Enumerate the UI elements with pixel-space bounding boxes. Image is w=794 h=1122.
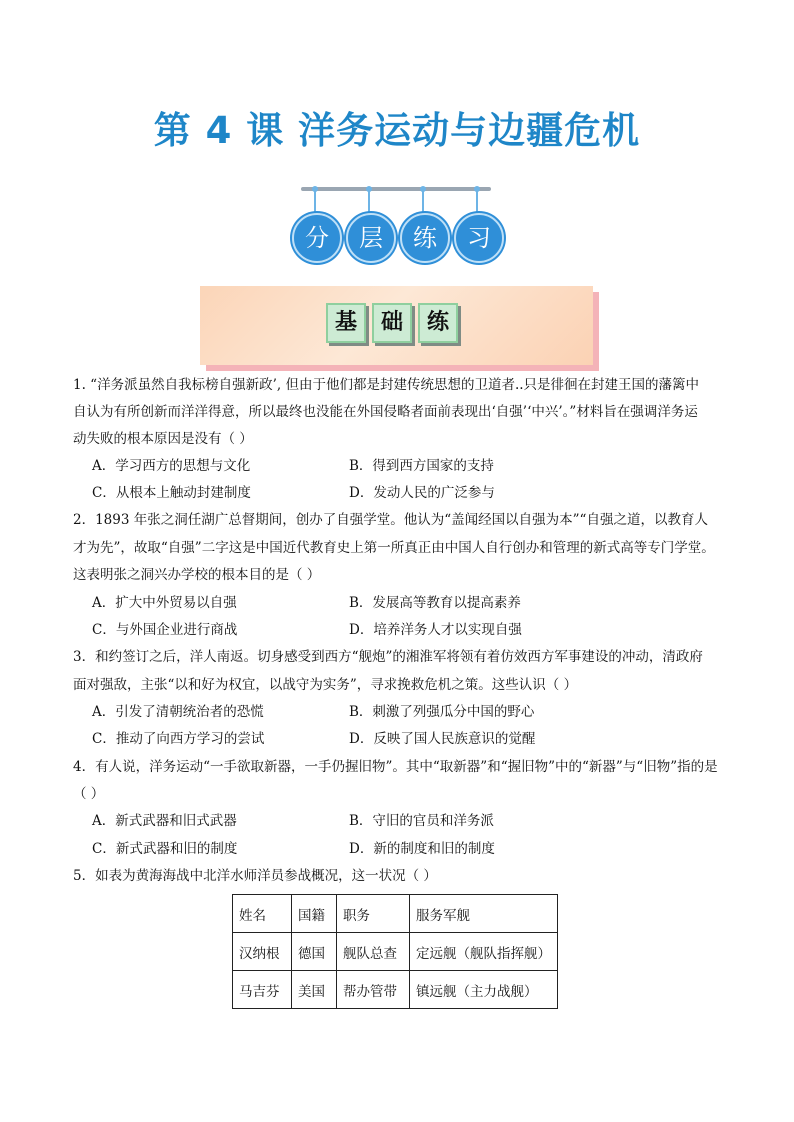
table-cell: 定远舰（舰队指挥舰） bbox=[410, 933, 558, 971]
table-cell: 帮办管带 bbox=[337, 971, 410, 1009]
question-2-line-3: 这表明张之洞兴办学校的根本目的是（ ） bbox=[73, 567, 321, 583]
question-4-option-d[interactable]: D．新的制度和旧的制度 bbox=[349, 841, 495, 857]
question-3-line-1: 3．和约签订之后，洋人南返。切身感受到西方“舰炮”的湘淮军将领有着仿效西方军事建设的冲动，清政府 bbox=[73, 649, 703, 665]
question-1-option-b[interactable]: B．得到西方国家的支持 bbox=[349, 458, 494, 474]
question-1-line-1: 1. “洋务派虽然自我标榜自强新政’, 但由于他们都是封建传统思想的卫道者..只是徘徊在封建王国的藩篱中 bbox=[73, 377, 700, 393]
table-row bbox=[233, 933, 558, 971]
badge-rail bbox=[301, 187, 491, 191]
page-title: 第 4 课 洋务运动与边疆危机 bbox=[153, 109, 641, 152]
question-2-line-2: 才为先”，故取“自强”二字这是中国近代教育史上第一所真正由中国人自行创办和管理的新式高等专门学堂。 bbox=[73, 540, 715, 556]
banner-shadow bbox=[593, 292, 599, 371]
question-3-option-c[interactable]: C．推动了向西方学习的尝试 bbox=[92, 731, 265, 747]
table-header-cell: 职务 bbox=[337, 895, 410, 933]
rail-pin bbox=[422, 189, 424, 213]
table-cell: 德国 bbox=[292, 933, 337, 971]
question-5-line-1: 5．如表为黄海海战中北洋水师洋员参战概况，这一状况（ ） bbox=[73, 868, 437, 884]
question-1-option-c[interactable]: C．从根本上触动封建制度 bbox=[92, 485, 251, 501]
foreign-staff-table bbox=[232, 894, 558, 1009]
section-char-chu: 础 bbox=[372, 303, 412, 343]
table-header-row bbox=[233, 895, 558, 933]
table-cell: 马吉芬 bbox=[233, 971, 292, 1009]
question-4-option-a[interactable]: A．新式武器和旧式武器 bbox=[92, 813, 237, 829]
question-4-line-1: 4．有人说，洋务运动“一手欲取新器，一手仍握旧物”。其中“取新器”和“握旧物”中的“新器”与“旧物”指的是 bbox=[73, 759, 718, 775]
table-header-cell: 国籍 bbox=[292, 895, 337, 933]
question-3-option-b[interactable]: B．刺激了列强瓜分中国的野心 bbox=[349, 704, 535, 720]
banner-shadow bbox=[206, 365, 599, 371]
table-cell: 镇远舰（主力战舰） bbox=[410, 971, 558, 1009]
table-cell: 舰队总查 bbox=[337, 933, 410, 971]
section-char-ji: 基 bbox=[326, 303, 366, 343]
question-3-option-d[interactable]: D．反映了国人民族意识的觉醒 bbox=[349, 731, 536, 747]
table-header-cell: 服务军舰 bbox=[410, 895, 558, 933]
badge-fen: 分 bbox=[292, 213, 342, 263]
badge-lian: 练 bbox=[400, 213, 450, 263]
question-2-option-b[interactable]: B．发展高等教育以提高素养 bbox=[349, 595, 521, 611]
table-row bbox=[233, 971, 558, 1009]
question-1-line-2: 自认为有所创新而洋洋得意，所以最终也没能在外国侵略者面前表现出‘自强’‘中兴’。”材料旨在强调洋务运 bbox=[73, 404, 698, 420]
badge-xi: 习 bbox=[454, 213, 504, 263]
rail-pin bbox=[368, 189, 370, 213]
question-4-option-c[interactable]: C．新式武器和旧的制度 bbox=[92, 841, 238, 857]
table-header-cell: 姓名 bbox=[233, 895, 292, 933]
question-3-option-a[interactable]: A．引发了清朝统治者的恐慌 bbox=[92, 704, 264, 720]
rail-pin bbox=[314, 189, 316, 213]
question-3-line-2: 面对强敌，主张“以和好为权宜，以战守为实务”，寻求挽救危机之策。这些认识（ ） bbox=[73, 677, 578, 693]
question-4-option-b[interactable]: B．守旧的官员和洋务派 bbox=[349, 813, 494, 829]
table-cell: 汉纳根 bbox=[233, 933, 292, 971]
question-1-option-a[interactable]: A．学习西方的思想与文化 bbox=[92, 458, 251, 474]
question-2-line-1: 2．1893 年张之洞任湖广总督期间，创办了自强学堂。他认为“盖闻经国以自强为本”“自强之道，以教育人 bbox=[73, 512, 708, 528]
section-char-lian: 练 bbox=[418, 303, 458, 343]
question-1-line-3: 动失败的根本原因是没有（ ） bbox=[73, 431, 253, 447]
question-2-option-c[interactable]: C．与外国企业进行商战 bbox=[92, 622, 238, 638]
question-1-option-d[interactable]: D．发动人民的广泛参与 bbox=[349, 485, 495, 501]
table-cell: 美国 bbox=[292, 971, 337, 1009]
question-4-line-2: （ ） bbox=[73, 786, 105, 802]
question-2-option-a[interactable]: A．扩大中外贸易以自强 bbox=[92, 595, 237, 611]
badge-ceng: 层 bbox=[346, 213, 396, 263]
rail-pin bbox=[476, 189, 478, 213]
question-2-option-d[interactable]: D．培养洋务人才以实现自强 bbox=[349, 622, 522, 638]
